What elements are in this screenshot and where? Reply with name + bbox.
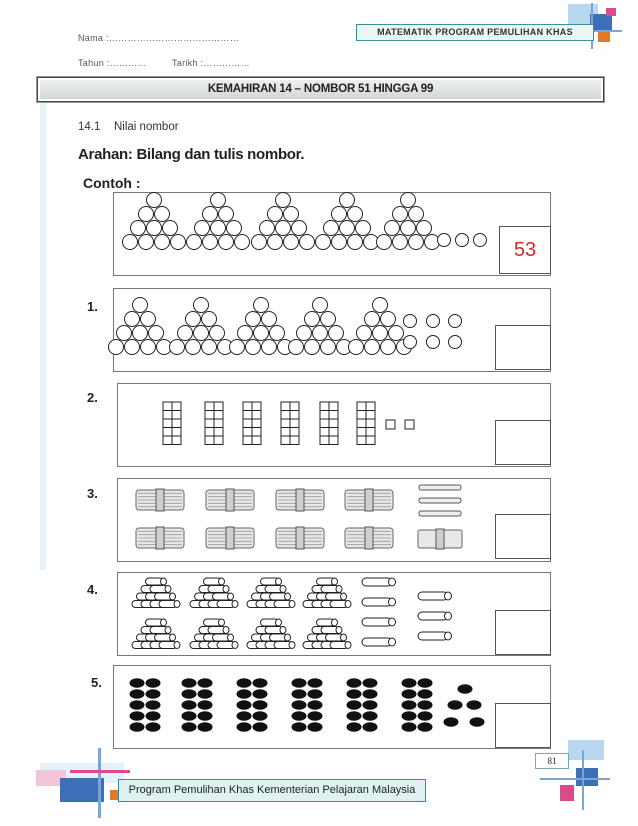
q2-ten-column-cell bbox=[243, 436, 252, 445]
q2-ten-column-cell bbox=[252, 402, 261, 411]
q4-ten-log-stack-end bbox=[345, 642, 351, 649]
q5-ten-oval-group bbox=[363, 711, 378, 721]
q1-ten-triangle bbox=[125, 312, 140, 327]
q2-ten-column-cell bbox=[243, 411, 252, 420]
q5-ten-oval-group bbox=[130, 700, 145, 710]
q2-ten-column-cell bbox=[366, 411, 375, 420]
q1-ten-triangle bbox=[202, 340, 217, 355]
q4-ten-log-stack-end bbox=[161, 619, 167, 626]
q1-ten-triangle bbox=[194, 326, 209, 341]
q1-one-circle bbox=[427, 336, 440, 349]
q4-one-log-end bbox=[445, 592, 452, 600]
q5-ten-oval-group bbox=[237, 689, 252, 699]
q1-ten-triangle bbox=[365, 312, 380, 327]
q5-ten-oval-group bbox=[292, 678, 307, 688]
q4-one-log-end bbox=[445, 612, 452, 620]
q4-one-log bbox=[362, 618, 392, 626]
q5-ten-oval-group bbox=[182, 711, 197, 721]
q1-ten-triangle bbox=[270, 326, 285, 341]
tahun-field: Tahun :………… bbox=[78, 58, 147, 68]
q5-ten-oval-group bbox=[198, 700, 213, 710]
q4-ten-log-stack-end bbox=[289, 642, 295, 649]
q3-one-stick bbox=[419, 511, 461, 516]
q3-ten-bundle-band bbox=[365, 489, 373, 511]
q3-ten-bundle-band bbox=[156, 527, 164, 549]
q5-ten-oval-group bbox=[182, 722, 197, 732]
q1-one-circle bbox=[404, 315, 417, 328]
q4-ten-log-stack-end bbox=[285, 634, 291, 641]
footer-banner: Program Pemulihan Khas Kementerian Pelajaran Malaysia bbox=[118, 779, 426, 802]
q1-ten-triangle bbox=[305, 340, 320, 355]
q5-ten-oval-group bbox=[402, 711, 417, 721]
q2-ten-column-cell bbox=[329, 411, 338, 420]
q1-ten-triangle bbox=[321, 340, 336, 355]
q2-ten-column-cell bbox=[163, 436, 172, 445]
q2-one-square bbox=[386, 420, 395, 429]
q2-ten-column-cell bbox=[281, 428, 290, 437]
q5-ten-oval-group bbox=[308, 722, 323, 732]
q2-ten-column-cell bbox=[320, 436, 329, 445]
q5-ten-oval-group bbox=[253, 689, 268, 699]
q1-ten-triangle bbox=[133, 326, 148, 341]
q4-one-log bbox=[362, 578, 392, 586]
q5-ten-oval-group bbox=[237, 700, 252, 710]
q2-ten-column-cell bbox=[252, 419, 261, 428]
q2-ten-column-cell bbox=[172, 411, 181, 420]
q1-ten-triangle bbox=[230, 340, 245, 355]
q2-ten-column-cell bbox=[329, 402, 338, 411]
q2-ten-column-cell bbox=[281, 402, 290, 411]
q4-ten-log-stack-end bbox=[228, 593, 234, 600]
q2-ten-column-cell bbox=[366, 436, 375, 445]
q4-ten-log-stack-end bbox=[276, 578, 282, 585]
q2-ten-column-cell bbox=[366, 402, 375, 411]
q5-one-oval bbox=[470, 717, 485, 727]
q1-one-circle bbox=[427, 315, 440, 328]
q5-ten-oval-group bbox=[146, 700, 161, 710]
q4-ten-log-stack-end bbox=[228, 634, 234, 641]
q2-ten-column-cell bbox=[252, 428, 261, 437]
q2-ten-column-cell bbox=[329, 419, 338, 428]
q1-ten-triangle bbox=[329, 326, 344, 341]
q1-ten-triangle bbox=[186, 340, 201, 355]
tarikh-field: Tarikh :…………… bbox=[172, 58, 250, 68]
q5-ten-oval-group bbox=[130, 722, 145, 732]
q1-ten-triangle bbox=[297, 326, 312, 341]
q2-one-square bbox=[405, 420, 414, 429]
q5-one-oval bbox=[458, 684, 473, 694]
q4-ten-log-stack-end bbox=[219, 578, 225, 585]
q2-ten-column-cell bbox=[214, 411, 223, 420]
q5-ten-oval-group bbox=[402, 678, 417, 688]
q2-ten-column-cell bbox=[214, 428, 223, 437]
q1-ten-triangle bbox=[262, 340, 277, 355]
q2-ten-column-cell bbox=[329, 428, 338, 437]
q2-ten-column-cell bbox=[205, 402, 214, 411]
q5-ten-oval-group bbox=[237, 678, 252, 688]
q2-ten-column-cell bbox=[214, 419, 223, 428]
question-4-label: 4. bbox=[87, 582, 98, 597]
q4-one-log-end bbox=[389, 598, 396, 606]
q1-ten-triangle bbox=[373, 298, 388, 313]
q5-ten-oval-group bbox=[146, 689, 161, 699]
q5-one-oval bbox=[467, 700, 482, 710]
q2-ten-column-cell bbox=[252, 436, 261, 445]
q4-ten-log-stack-end bbox=[280, 586, 286, 593]
q5-ten-oval-group bbox=[347, 689, 362, 699]
q4-ten-log-stack-end bbox=[170, 593, 176, 600]
q4-ten-log-stack-end bbox=[341, 634, 347, 641]
q2-ten-column-cell bbox=[252, 411, 261, 420]
q5-ten-oval-group bbox=[253, 678, 268, 688]
q2-ten-column-cell bbox=[320, 428, 329, 437]
q3-ten-bundle-band bbox=[436, 529, 444, 549]
q1-ten-triangle bbox=[202, 312, 217, 327]
q5-ten-oval-group bbox=[237, 711, 252, 721]
q5-ten-oval-group bbox=[308, 678, 323, 688]
q1-ten-triangle bbox=[186, 312, 201, 327]
q1-ten-triangle bbox=[373, 326, 388, 341]
question-3-label: 3. bbox=[87, 486, 98, 501]
q2-ten-column-cell bbox=[163, 428, 172, 437]
q2-ten-column-cell bbox=[163, 402, 172, 411]
q5-ten-oval-group bbox=[347, 722, 362, 732]
q2-ten-column-cell bbox=[329, 436, 338, 445]
q2-ten-column-cell bbox=[320, 411, 329, 420]
q5-ten-oval-group bbox=[363, 722, 378, 732]
q2-ten-column-cell bbox=[205, 411, 214, 420]
q5-ten-oval-group bbox=[130, 689, 145, 699]
q4-one-log-end bbox=[389, 638, 396, 646]
q1-ten-triangle bbox=[349, 340, 364, 355]
q4-ten-log-stack-end bbox=[332, 578, 338, 585]
q4-ten-log-stack-end bbox=[336, 586, 342, 593]
q5-ten-oval-group bbox=[253, 722, 268, 732]
q2-ten-column-cell bbox=[243, 428, 252, 437]
q1-ten-triangle bbox=[149, 326, 164, 341]
q5-one-oval bbox=[444, 717, 459, 727]
q5-ten-oval-group bbox=[418, 711, 433, 721]
q4-one-log bbox=[418, 592, 448, 600]
q1-ten-triangle bbox=[133, 298, 148, 313]
q4-ten-log-stack-end bbox=[345, 601, 351, 608]
q1-ten-triangle bbox=[381, 340, 396, 355]
q4-one-log-end bbox=[445, 632, 452, 640]
q2-ten-column-cell bbox=[172, 419, 181, 428]
q5-ten-oval-group bbox=[402, 689, 417, 699]
q1-ten-triangle bbox=[141, 312, 156, 327]
q1-ten-triangle bbox=[178, 326, 193, 341]
q1-ten-triangle bbox=[246, 340, 261, 355]
q2-ten-column-cell bbox=[290, 411, 299, 420]
section-label: Nilai nombor bbox=[114, 121, 179, 133]
q2-ten-column-cell bbox=[205, 419, 214, 428]
q5-ten-oval-group bbox=[146, 678, 161, 688]
q1-one-circle bbox=[449, 315, 462, 328]
question-5-label: 5. bbox=[91, 675, 102, 690]
q4-ten-log-stack-end bbox=[219, 619, 225, 626]
q5-ten-oval-group bbox=[418, 689, 433, 699]
q2-ten-column-cell bbox=[320, 402, 329, 411]
q5-ten-oval-group bbox=[198, 689, 213, 699]
q4-one-log bbox=[418, 612, 448, 620]
q5-ten-oval-group bbox=[347, 700, 362, 710]
q2-ten-column-cell bbox=[357, 402, 366, 411]
page-title: KEMAHIRAN 14 – NOMBOR 51 HINGGA 99 bbox=[37, 77, 604, 102]
q4-one-log bbox=[362, 598, 392, 606]
q4-ten-log-stack-end bbox=[332, 619, 338, 626]
q5-ten-oval-group bbox=[308, 711, 323, 721]
q2-ten-column-cell bbox=[214, 436, 223, 445]
q2-ten-column-cell bbox=[366, 419, 375, 428]
q5-ten-oval-group bbox=[182, 700, 197, 710]
page-number: 81 bbox=[535, 753, 569, 769]
q1-ten-triangle bbox=[262, 312, 277, 327]
q5-ten-oval-group bbox=[182, 678, 197, 688]
q2-ten-column-cell bbox=[366, 428, 375, 437]
q1-ten-triangle bbox=[389, 326, 404, 341]
q4-one-log-end bbox=[389, 618, 396, 626]
q4-one-log-end bbox=[389, 578, 396, 586]
q5-ten-oval-group bbox=[418, 722, 433, 732]
q5-ten-oval-group bbox=[363, 700, 378, 710]
q5-ten-oval-group bbox=[292, 711, 307, 721]
q5-ten-oval-group bbox=[418, 700, 433, 710]
q2-ten-column-cell bbox=[290, 428, 299, 437]
q1-ten-triangle bbox=[238, 326, 253, 341]
q1-ten-triangle bbox=[210, 326, 225, 341]
q4-ten-log-stack-end bbox=[174, 642, 180, 649]
q2-ten-column-cell bbox=[290, 436, 299, 445]
q1-ten-triangle bbox=[365, 340, 380, 355]
q1-ten-triangle bbox=[305, 312, 320, 327]
q5-one-oval bbox=[448, 700, 463, 710]
q1-ten-triangle bbox=[117, 326, 132, 341]
q4-ten-log-stack-end bbox=[161, 578, 167, 585]
q1-ten-triangle bbox=[246, 312, 261, 327]
q2-ten-column-cell bbox=[357, 411, 366, 420]
question-2-label: 2. bbox=[87, 390, 98, 405]
q5-ten-oval-group bbox=[237, 722, 252, 732]
q4-ten-log-stack-end bbox=[165, 586, 171, 593]
q2-ten-column-cell bbox=[357, 428, 366, 437]
q5-ten-oval-group bbox=[146, 711, 161, 721]
q5-ten-oval-group bbox=[198, 678, 213, 688]
q5-ten-oval-group bbox=[347, 678, 362, 688]
q1-ten-triangle bbox=[321, 312, 336, 327]
q1-ten-triangle bbox=[313, 298, 328, 313]
q1-ten-triangle bbox=[289, 340, 304, 355]
q3-ten-bundle-band bbox=[156, 489, 164, 511]
q4-ten-log-stack-end bbox=[232, 601, 238, 608]
q5-ten-oval-group bbox=[308, 700, 323, 710]
q3-ten-bundle-band bbox=[226, 489, 234, 511]
q1-ten-triangle bbox=[381, 312, 396, 327]
q3-one-stick bbox=[419, 485, 461, 490]
q3-ten-bundle-band bbox=[365, 527, 373, 549]
q1-ten-triangle bbox=[125, 340, 140, 355]
q2-ten-column-cell bbox=[281, 419, 290, 428]
q2-ten-column-cell bbox=[172, 436, 181, 445]
q1-ten-triangle bbox=[254, 326, 269, 341]
q3-ten-bundle-band bbox=[296, 489, 304, 511]
q5-ten-oval-group bbox=[347, 711, 362, 721]
q4-ten-log-stack-end bbox=[174, 601, 180, 608]
q5-ten-oval-group bbox=[292, 689, 307, 699]
q1-ten-triangle bbox=[254, 298, 269, 313]
q5-ten-oval-group bbox=[253, 700, 268, 710]
q2-ten-column-cell bbox=[281, 411, 290, 420]
q3-ten-bundle-band bbox=[226, 527, 234, 549]
q4-ten-log-stack-end bbox=[280, 627, 286, 634]
q2-ten-column-cell bbox=[172, 402, 181, 411]
q4-ten-log-stack-end bbox=[170, 634, 176, 641]
q4-ten-log-stack-end bbox=[165, 627, 171, 634]
q5-ten-oval-group bbox=[402, 700, 417, 710]
q1-ten-triangle bbox=[109, 340, 124, 355]
q2-ten-column-cell bbox=[205, 436, 214, 445]
q5-ten-oval-group bbox=[363, 678, 378, 688]
q2-ten-column-cell bbox=[290, 402, 299, 411]
q3-one-stick bbox=[419, 498, 461, 503]
q2-ten-column-cell bbox=[163, 411, 172, 420]
q2-ten-column-cell bbox=[163, 419, 172, 428]
q1-ten-triangle bbox=[194, 298, 209, 313]
question-1-label: 1. bbox=[87, 299, 98, 314]
q5-ten-oval-group bbox=[363, 689, 378, 699]
q1-ten-triangle bbox=[357, 326, 372, 341]
q5-ten-oval-group bbox=[308, 689, 323, 699]
q5-ten-oval-group bbox=[198, 711, 213, 721]
q4-one-log bbox=[362, 638, 392, 646]
section-number: 14.1 bbox=[78, 121, 101, 133]
q1-ten-triangle bbox=[170, 340, 185, 355]
q1-one-circle bbox=[404, 336, 417, 349]
q5-ten-oval-group bbox=[292, 700, 307, 710]
q4-ten-log-stack-end bbox=[341, 593, 347, 600]
example-label: Contoh : bbox=[83, 175, 141, 191]
q5-ten-oval-group bbox=[182, 689, 197, 699]
q3-ten-bundle-band bbox=[296, 527, 304, 549]
q2-ten-column-cell bbox=[357, 436, 366, 445]
q2-ten-column-cell bbox=[320, 419, 329, 428]
q5-ten-oval-group bbox=[130, 711, 145, 721]
nama-field: Nama :…………………………………… bbox=[78, 33, 240, 43]
q4-ten-log-stack-end bbox=[223, 586, 229, 593]
q5-ten-oval-group bbox=[198, 722, 213, 732]
q4-ten-log-stack-end bbox=[336, 627, 342, 634]
q2-ten-column-cell bbox=[172, 428, 181, 437]
q5-ten-oval-group bbox=[130, 678, 145, 688]
q4-ten-log-stack-end bbox=[289, 601, 295, 608]
q2-ten-column-cell bbox=[214, 402, 223, 411]
q4-ten-log-stack-end bbox=[285, 593, 291, 600]
q4-ten-log-stack-end bbox=[232, 642, 238, 649]
q5-ten-oval-group bbox=[253, 711, 268, 721]
q4-one-log bbox=[418, 632, 448, 640]
instruction: Arahan: Bilang dan tulis nombor. bbox=[78, 146, 305, 163]
q2-ten-column-cell bbox=[205, 428, 214, 437]
q5-ten-oval-group bbox=[292, 722, 307, 732]
q5-ten-oval-group bbox=[402, 722, 417, 732]
q1-ten-triangle bbox=[313, 326, 328, 341]
q5-ten-oval-group bbox=[418, 678, 433, 688]
subject-badge: MATEMATIK PROGRAM PEMULIHAN KHAS bbox=[356, 24, 594, 41]
q4-ten-log-stack-end bbox=[276, 619, 282, 626]
q1-one-circle bbox=[449, 336, 462, 349]
q4-ten-log-stack-end bbox=[223, 627, 229, 634]
q2-ten-column-cell bbox=[290, 419, 299, 428]
q2-ten-column-cell bbox=[357, 419, 366, 428]
q5-ten-oval-group bbox=[146, 722, 161, 732]
q2-ten-column-cell bbox=[243, 402, 252, 411]
q1-ten-triangle bbox=[141, 340, 156, 355]
example-answer: 53 bbox=[513, 238, 537, 261]
q2-ten-column-cell bbox=[281, 436, 290, 445]
q2-ten-column-cell bbox=[243, 419, 252, 428]
